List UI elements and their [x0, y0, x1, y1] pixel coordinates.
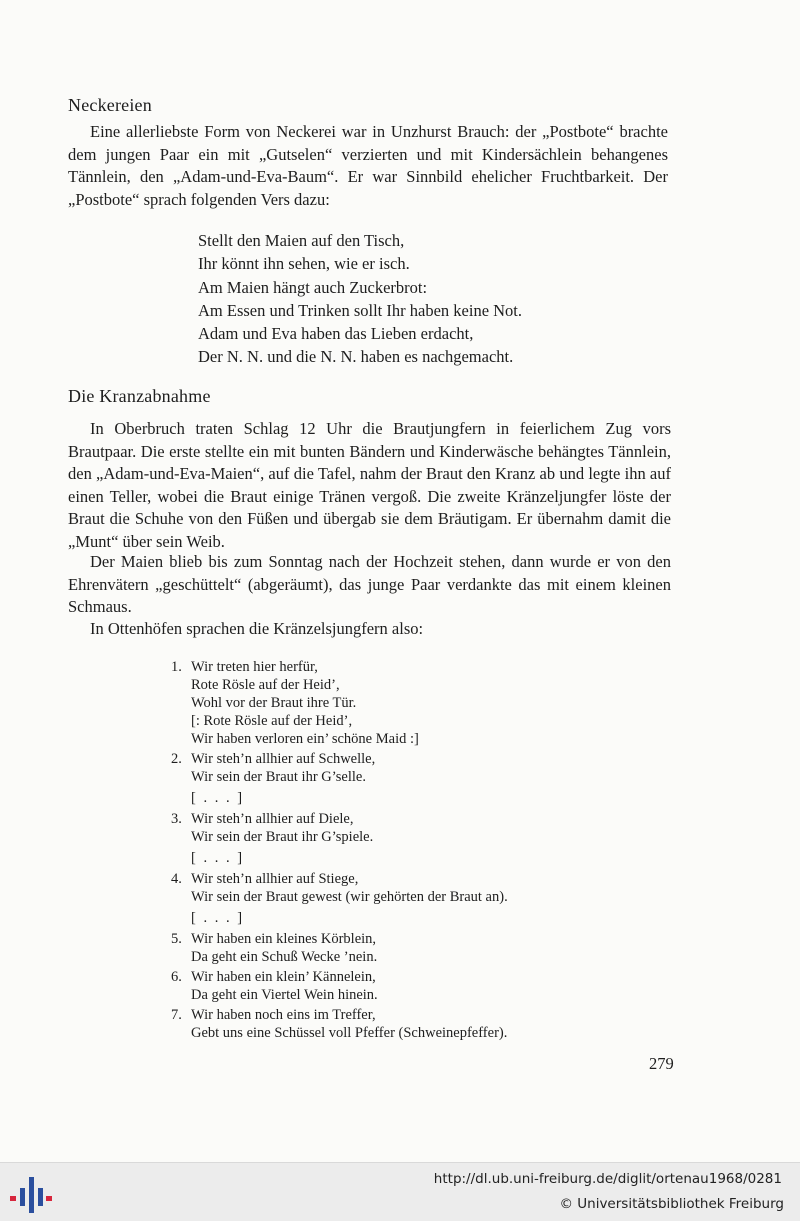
stanza-ellipsis: [ . . . ] [191, 790, 245, 806]
stanza-number: 2. [171, 751, 182, 767]
stanza-line: Da geht ein Viertel Wein hinein. [191, 987, 378, 1003]
permalink-url[interactable]: http://dl.ub.uni-freiburg.de/diglit/ortenau1968/0281 [433, 1171, 782, 1187]
section-heading-neckereien: Neckereien [68, 95, 152, 115]
paragraph-kranzabnahme-2-text: Der Maien blieb bis zum Sonntag nach der Hochzeit stehen, dann wurde er von den Ehrenvätern „geschüttelt“ (abgeräumt), das junge Paar verdankte das mit einem kleinen Schmaus. [68, 552, 671, 616]
university-library-logo-icon [8, 1171, 52, 1215]
stanza-line: Wir steh’n allhier auf Stiege, [191, 871, 359, 887]
stanza-1 [171, 658, 508, 748]
stanza-6 [171, 968, 508, 1004]
stanza-line: Da geht ein Schuß Wecke ’nein. [191, 949, 378, 965]
song-stanzas [171, 658, 508, 1044]
paragraph-kranzabnahme-2 [68, 551, 671, 619]
verse-block [198, 229, 522, 369]
verse-line: Der N. N. und die N. N. haben es nachgemacht. [198, 347, 514, 367]
stanza-ellipsis: [ . . . ] [191, 910, 245, 926]
stanza-number: 3. [171, 811, 182, 827]
stanza-line: Wir steh’n allhier auf Schwelle, [191, 751, 376, 767]
stanza-line: Wir sein der Braut ihr G’spiele. [191, 829, 374, 845]
paragraph-kranzabnahme-3 [68, 618, 671, 641]
stanza-line: Wir haben noch eins im Treffer, [191, 1007, 376, 1023]
page-number: 279 [649, 1054, 674, 1073]
paragraph-neckereien [68, 121, 668, 211]
paragraph-kranzabnahme-1-text: In Oberbruch traten Schlag 12 Uhr die Brautjungfern in feierlichem Zug vors Brautpaar. Die erste stellte ein mit bunten Bändern und Kinderwäsche behängtes Tännlein, den „Adam-und-Eva-Maien“, auf die Tafel, nahm der Braut den Kranz ab und legte ihn auf einen Teller, wobei die Braut einige Tränen vergoß. Die zweite Kränzeljungfer löste der Braut die Schuhe von den Füßen und übergab sie dem Bräutigam. Er übernahm damit die „Munt“ über sein Weib. [68, 419, 671, 551]
stanza-line: [: Rote Rösle auf der Heid’, [191, 713, 353, 729]
stanza-4 [171, 870, 508, 927]
stanza-line: Wir treten hier herfür, [191, 659, 318, 675]
stanza-line: Gebt uns eine Schüssel voll Pfeffer (Schweinepfeffer). [191, 1025, 508, 1041]
paragraph-kranzabnahme-3-text: In Ottenhöfen sprachen die Kränzelsjungfern also: [90, 619, 424, 638]
stanza-number: 4. [171, 871, 182, 887]
stanza-7 [171, 1006, 508, 1042]
stanza-line: Wir sein der Braut gewest (wir gehörten der Braut an). [191, 889, 508, 905]
stanza-ellipsis: [ . . . ] [191, 850, 245, 866]
stanza-line: Rote Rösle auf der Heid’, [191, 677, 340, 693]
stanza-2 [171, 750, 508, 807]
stanza-number: 5. [171, 931, 182, 947]
stanza-3 [171, 810, 508, 867]
stanza-number: 7. [171, 1007, 182, 1023]
verse-line: Am Maien hängt auch Zuckerbrot: [198, 277, 428, 297]
verse-line: Adam und Eva haben das Lieben erdacht, [198, 324, 474, 344]
stanza-line: Wir sein der Braut ihr G’selle. [191, 769, 366, 785]
viewer-footer [0, 1162, 800, 1221]
paragraph-kranzabnahme-1 [68, 418, 671, 553]
stanza-5 [171, 930, 508, 966]
verse-line: Ihr könnt ihn sehen, wie er isch. [198, 254, 410, 274]
stanza-line: Wir haben ein klein’ Kännelein, [191, 969, 376, 985]
stanza-line: Wir haben ein kleines Körblein, [191, 931, 377, 947]
copyright-notice: © Universitätsbibliothek Freiburg [559, 1196, 784, 1212]
stanza-number: 1. [171, 659, 182, 675]
verse-line: Stellt den Maien auf den Tisch, [198, 231, 405, 250]
section-heading-kranzabnahme: Die Kranzabnahme [68, 386, 211, 406]
paragraph-neckereien-text: Eine allerliebste Form von Neckerei war in Unzhurst Brauch: der „Postbote“ brachte dem jungen Paar ein mit „Gutselen“ verzierten und mit Kindersächlein behangenes Tännlein, den „Adam-und-Eva-Baum“. Er war Sinnbild ehelicher Fruchtbarkeit. Der „Postbote“ sprach folgenden Vers dazu: [68, 122, 668, 209]
stanza-line: Wohl vor der Braut ihre Tür. [191, 695, 357, 711]
verse-line: Am Essen und Trinken sollt Ihr haben keine Not. [198, 300, 523, 320]
stanza-line: Wir steh’n allhier auf Diele, [191, 811, 354, 827]
stanza-number: 6. [171, 969, 182, 985]
stanza-line: Wir haben verloren ein’ schöne Maid :] [191, 731, 419, 747]
